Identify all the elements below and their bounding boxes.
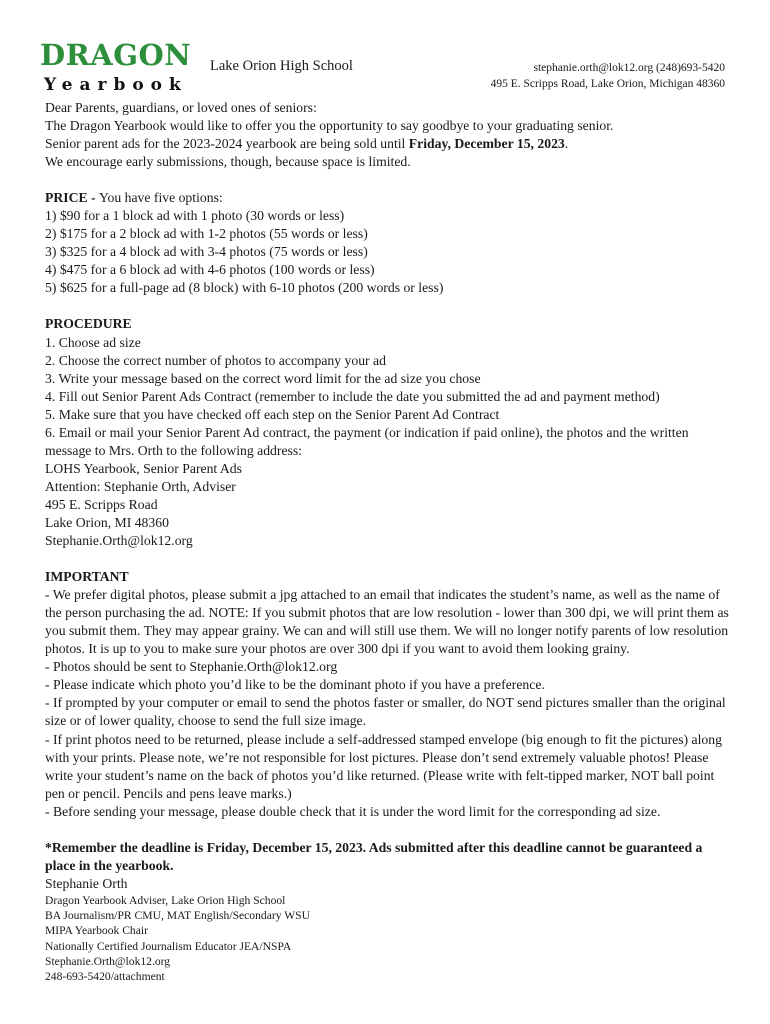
address-line: Lake Orion, MI 48360 <box>45 514 169 530</box>
price-label: PRICE - <box>45 190 99 206</box>
procedure-step: 4. Fill out Senior Parent Ads Contract (remember to include the date you submitted the ad and payment method) <box>45 388 660 404</box>
contact-address: 495 E. Scripps Road, Lake Orion, Michigan 48360 <box>490 78 725 90</box>
important-item: - We prefer digital photos, please submit a jpg attached to an email that indicates the student’s name, as well as the name of the person purchasing the ad. NOTE: If you submit photos that are low resolution - lower than 300 dpi, we will print them as you submit them. They may appear grainy. We can and will still use them. We will no longer notify parents of low resolution photos. It is up to you to make sure your photos are over 300 dpi if you want to avoid them looking grainy. <box>45 587 729 657</box>
deadline-reminder: *Remember the deadline is Friday, December 15, 2023. Ads submitted after this deadline cannot be guaranteed a place in the yearbook. <box>45 839 703 873</box>
procedure-step: 1. Choose ad size <box>45 334 141 350</box>
deadline-date: Friday, December 15, 2023 <box>408 136 565 152</box>
important-item: - Please indicate which photo you’d like to be the dominant photo if you have a preference. <box>45 677 545 693</box>
address-line: Attention: Stephanie Orth, Adviser <box>45 478 236 494</box>
school-name: Lake Orion High School <box>210 58 353 74</box>
important-item: - If print photos need to be returned, please include a self-addressed stamped envelope (big enough to fit the pictures) along with your prints. Please note, we’re not responsible for lost pictures. Please don’t send extremely valuable photos! Please write your student’s name on the back of photos you’d like returned. (Please write with felt-tipped marker, NOT ball point pen or pencil. Pencils and pens leave marks.) <box>45 731 722 801</box>
price-option: 1) $90 for a 1 block ad with 1 photo (30 words or less) <box>45 208 345 224</box>
procedure-heading: PROCEDURE <box>45 316 132 332</box>
important-item: - If prompted by your computer or email to send the photos faster or smaller, do NOT send pictures smaller than the original size or of lower quality, choose to send the full size image. <box>45 695 726 729</box>
price-option: 2) $175 for a 2 block ad with 1-2 photos (55 words or less) <box>45 226 368 242</box>
signature-line: BA Journalism/PR CMU, MAT English/Secondary WSU <box>45 909 310 923</box>
deadline-text-post: . <box>564 136 569 152</box>
dragon-logo-subtitle: Yearbook <box>44 75 188 95</box>
signature-line: MIPA Yearbook Chair <box>45 924 148 938</box>
dragon-logo-title: DRAGON <box>40 38 192 72</box>
signature-line: 248-693-5420/attachment <box>45 970 165 984</box>
price-heading <box>45 189 735 207</box>
procedure-step: 2. Choose the correct number of photos to accompany your ad <box>45 352 386 368</box>
address-line: LOHS Yearbook, Senior Parent Ads <box>45 460 242 476</box>
signature-name: Stephanie Orth <box>45 875 128 891</box>
procedure-step: 3. Write your message based on the correct word limit for the ad size you chose <box>45 370 481 386</box>
signature-line: Nationally Certified Journalism Educator JEA/NSPA <box>45 939 292 953</box>
signature-line: Dragon Yearbook Adviser, Lake Orion High School <box>45 893 286 907</box>
price-intro: You have five options: <box>99 190 223 206</box>
deadline-text-pre: Senior parent ads for the 2023-2024 yearbook are being sold until <box>45 136 409 152</box>
intro-line: We encourage early submissions, though, because space is limited. <box>45 154 411 170</box>
address-line: 495 E. Scripps Road <box>45 496 158 512</box>
price-option: 5) $625 for a full-page ad (8 block) with 6-10 photos (200 words or less) <box>45 280 444 296</box>
contact-email-phone: stephanie.orth@lok12.org (248)693-5420 <box>533 62 725 74</box>
deadline-line <box>45 135 735 153</box>
letter-body <box>45 99 735 985</box>
price-option: 4) $475 for a 6 block ad with 4-6 photos (100 words or less) <box>45 262 375 278</box>
important-heading: IMPORTANT <box>45 569 129 585</box>
important-item: - Photos should be sent to Stephanie.Orth@lok12.org <box>45 659 338 675</box>
procedure-step: 6. Email or mail your Senior Parent Ad contract, the payment (or indication if paid online), the photos and the written message to Mrs. Orth to the following address: <box>45 424 689 458</box>
important-item: - Before sending your message, please double check that it is under the word limit for the corresponding ad size. <box>45 803 661 819</box>
price-option: 3) $325 for a 4 block ad with 3-4 photos (75 words or less) <box>45 244 368 260</box>
procedure-step: 5. Make sure that you have checked off each step on the Senior Parent Ad Contract <box>45 406 500 422</box>
signature-line: Stephanie.Orth@lok12.org <box>45 955 171 969</box>
intro-line: The Dragon Yearbook would like to offer you the opportunity to say goodbye to your graduating senior. <box>45 118 614 134</box>
greeting: Dear Parents, guardians, or loved ones of seniors: <box>45 100 317 115</box>
address-email: Stephanie.Orth@lok12.org <box>45 533 193 549</box>
